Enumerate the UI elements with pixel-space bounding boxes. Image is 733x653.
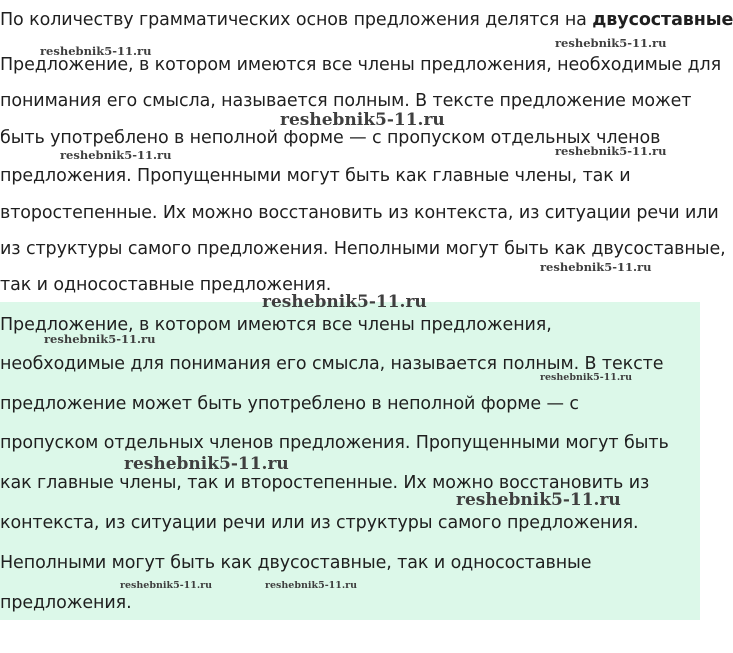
- paragraph-2-line: Неполными могут быть как двусоставные, так и односоставные: [0, 553, 592, 573]
- intro-bold-term: двусоставные: [592, 10, 733, 30]
- watermark: reshebnik5-11.ru: [265, 580, 358, 591]
- watermark: reshebnik5-11.ru: [540, 260, 652, 274]
- watermark: reshebnik5-11.ru: [60, 148, 172, 162]
- watermark: reshebnik5-11.ru: [262, 292, 427, 312]
- watermark: reshebnik5-11.ru: [280, 110, 445, 130]
- paragraph-1-line: второстепенные. Их можно восстановить из контекста, из ситуации речи или: [0, 203, 719, 223]
- paragraph-1-line: Предложение, в котором имеются все члены предложения, необходимые для: [0, 55, 722, 75]
- watermark: reshebnik5-11.ru: [44, 332, 156, 346]
- paragraph-2-line: предложение может быть употреблено в неполной форме — с: [0, 394, 579, 414]
- intro-text: По количеству грамматических основ предложения делятся на: [0, 10, 593, 30]
- watermark: reshebnik5-11.ru: [540, 372, 633, 383]
- paragraph-1-line: так и односоставные предложения.: [0, 275, 332, 295]
- watermark: reshebnik5-11.ru: [120, 580, 213, 591]
- paragraph-2-line: контекста, из ситуации речи или из структуры самого предложения.: [0, 513, 639, 533]
- watermark: reshebnik5-11.ru: [555, 144, 667, 158]
- paragraph-1-line: предложения. Пропущенными могут быть как главные члены, так и: [0, 166, 631, 186]
- paragraph-2-line: необходимые для понимания его смысла, называется полным. В тексте: [0, 354, 664, 374]
- watermark: reshebnik5-11.ru: [555, 36, 667, 50]
- paragraph-2-line: как главные члены, так и второстепенные. Их можно восстановить из: [0, 473, 650, 493]
- paragraph-2-line: Предложение, в котором имеются все члены предложения,: [0, 315, 552, 335]
- watermark: reshebnik5-11.ru: [40, 44, 152, 58]
- paragraph-2-line: предложения.: [0, 593, 132, 613]
- paragraph-2-line: пропуском отдельных членов предложения. Пропущенными могут быть: [0, 433, 669, 453]
- watermark: reshebnik5-11.ru: [124, 454, 289, 474]
- intro-line: [0, 9, 733, 31]
- watermark: reshebnik5-11.ru: [456, 490, 621, 510]
- paragraph-1-line: понимания его смысла, называется полным. В тексте предложение может: [0, 91, 692, 111]
- paragraph-1-line: из структуры самого предложения. Неполными могут быть как двусоставные,: [0, 239, 726, 259]
- paragraph-1-line: быть употреблено в неполной форме — с пропуском отдельных членов: [0, 128, 661, 148]
